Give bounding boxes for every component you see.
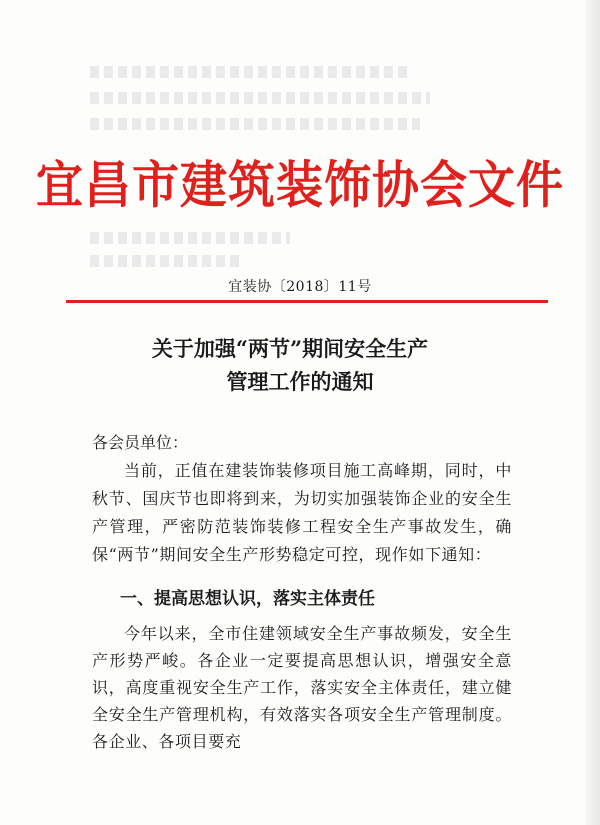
org-document-title: 宜昌市建筑装饰协会文件 <box>36 156 564 216</box>
bleed-through-text <box>90 118 420 130</box>
notice-title-line-1: 关于加强“两节”期间安全生产 <box>151 336 429 361</box>
document-number: 宜装协〔2018〕11号 <box>228 279 372 295</box>
bleed-through-text <box>90 92 430 104</box>
section-1-paragraph: 今年以来，全市住建领域安全生产事故频发，安全生产形势严峻。各企业一定要提高思想认识，增强安全意识，高度重视安全生产工作，落实安全主体责任，建立健全安全生产管理机构，有效落实各项安全生产管理制度。各企业、各项目要充 <box>92 624 512 751</box>
page-edge-shadow <box>586 0 600 825</box>
intro-paragraph: 当前，正值在建装饰装修项目施工高峰期，同时，中秋节、国庆节也即将到来，为切实加强装饰企业的安全生产管理，严密防范装饰装修工程安全生产事故发生，确保“两节”期间安全生产形势稳定可控，现作如下通知： <box>92 461 512 564</box>
section-1-heading: 一、提高思想认识，落实主体责任 <box>120 589 375 609</box>
notice-title-line-2: 管理工作的通知 <box>226 369 374 394</box>
salutation: 各会员单位： <box>92 433 189 452</box>
red-divider-line <box>66 300 548 303</box>
bleed-through-text <box>90 232 290 244</box>
bleed-through-text <box>90 66 410 78</box>
bleed-through-text <box>90 255 240 267</box>
